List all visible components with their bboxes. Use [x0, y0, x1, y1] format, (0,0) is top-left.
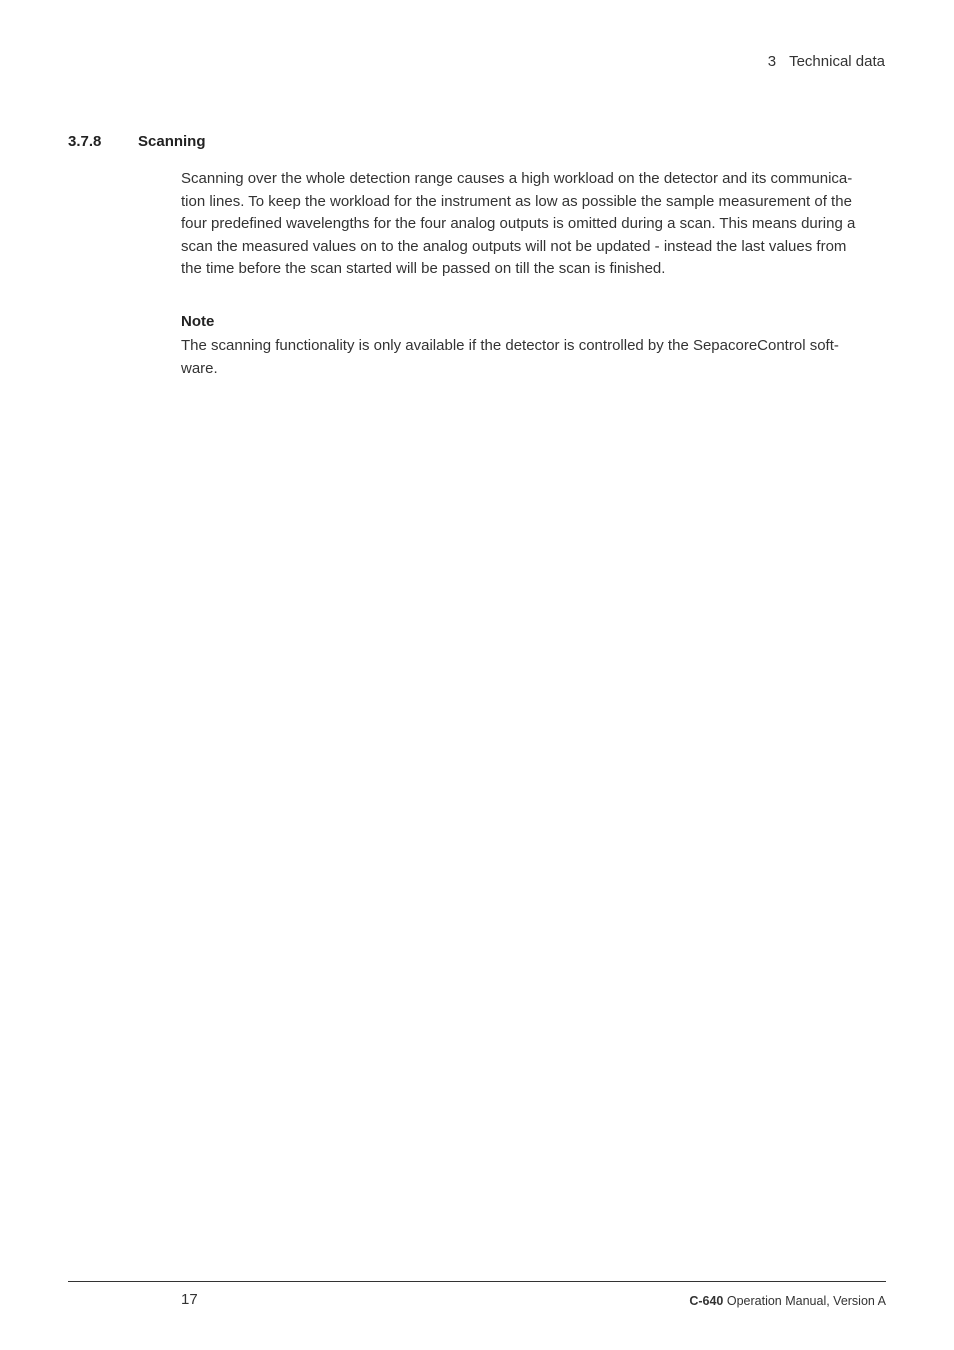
chapter-title: Technical data	[789, 53, 885, 70]
running-header	[768, 53, 885, 70]
note-heading: Note	[181, 313, 215, 330]
note-line: The scanning functionality is only available if the detector is controlled by the SepacoreControl soft-	[181, 337, 839, 354]
paragraph-line: Scanning over the whole detection range causes a high workload on the detector and its communica-	[181, 170, 853, 187]
footer-document-title	[689, 1294, 886, 1308]
section-title: Scanning	[138, 133, 206, 150]
footer-divider	[68, 1281, 886, 1282]
paragraph-line: scan the measured values on to the analog outputs will not be updated - instead the last values from	[181, 237, 847, 255]
note-line: ware.	[181, 359, 218, 377]
scanning-paragraph	[181, 168, 887, 281]
note-paragraph	[181, 335, 887, 380]
footer-manual-title: Operation Manual, Version A	[723, 1294, 886, 1308]
paragraph-line: tion lines. To keep the workload for the instrument as low as possible the sample measurement of the	[181, 192, 852, 210]
footer-model: C-640	[689, 1294, 724, 1308]
section-heading	[68, 133, 206, 150]
paragraph-line: the time before the scan started will be passed on till the scan is finished.	[181, 260, 666, 277]
chapter-number: 3	[767, 53, 777, 70]
page-number: 17	[181, 1291, 198, 1308]
section-number: 3.7.8	[68, 133, 102, 150]
paragraph-line: four predefined wavelengths for the four analog outputs is omitted during a scan. This means during a	[181, 215, 856, 232]
